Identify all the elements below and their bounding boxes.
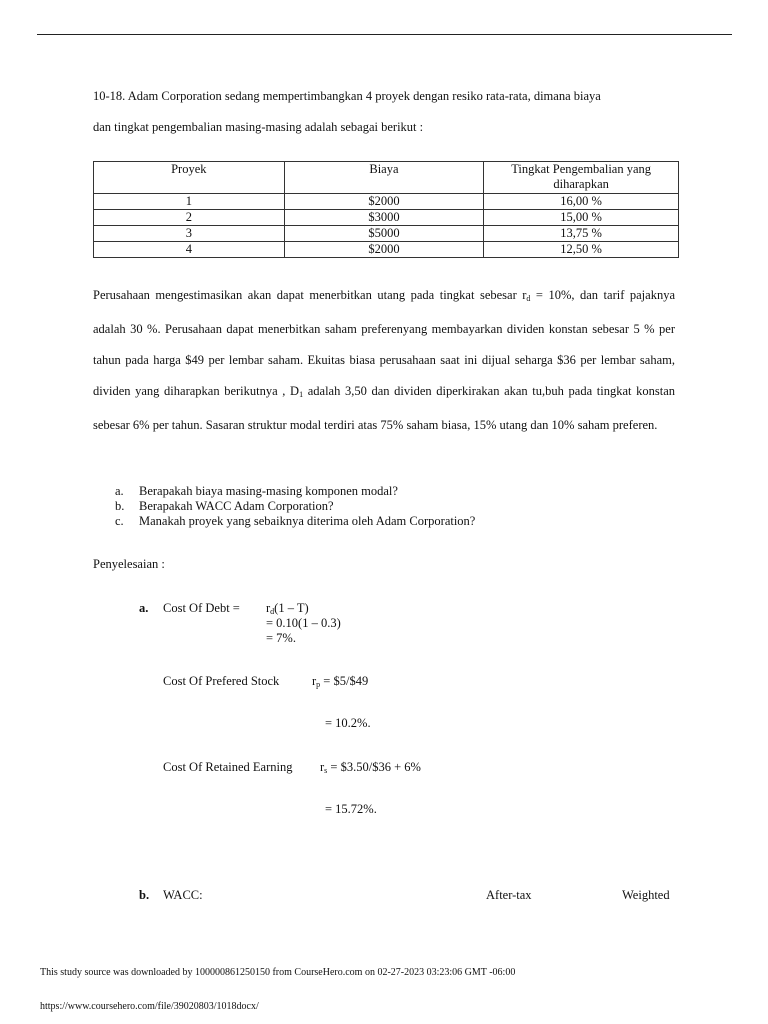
header-rule xyxy=(37,34,732,35)
table-cell: 13,75 % xyxy=(484,226,679,242)
table-cell: 4 xyxy=(94,242,285,258)
after-tax-column-header: After-tax xyxy=(486,888,532,902)
question-item-b: b. Berapakah WACC Adam Corporation? xyxy=(115,499,334,513)
source-url-link[interactable]: https://www.coursehero.com/file/39020803/1018docx/ xyxy=(40,1001,259,1012)
table-cell: 3 xyxy=(94,226,285,242)
question-item-c: c. Manakah proyek yang sebaiknya diterima oleh Adam Corporation? xyxy=(115,514,476,528)
column-header-biaya: Biaya xyxy=(284,162,484,194)
cost-of-debt-line-3: = 7%. xyxy=(266,631,296,645)
table-header-row xyxy=(94,162,679,194)
table-cell: 16,00 % xyxy=(484,194,679,210)
column-header-tingkat: Tingkat Pengembalian yang diharapkan xyxy=(484,162,679,194)
table-cell: 1 xyxy=(94,194,285,210)
cost-of-retained-result: = 15.72%. xyxy=(325,802,377,816)
cost-of-debt-line-1: $r_d(1 - T)$ xyxy=(266,601,309,616)
table-row xyxy=(94,226,679,242)
table-cell: $5000 xyxy=(284,226,484,242)
wacc-label: WACC: xyxy=(163,888,203,902)
part-b-label: b. xyxy=(139,888,150,902)
weighted-column-header: Weighted xyxy=(622,888,670,902)
cost-of-retained-formula: $r_s$ = $3.50/$36 + 6% xyxy=(320,760,421,775)
project-table xyxy=(93,161,679,258)
table-cell: $2000 xyxy=(284,194,484,210)
solution-heading: Penyelesaian : xyxy=(93,557,165,571)
body-text: Perusahaan mengestimasikan akan dapat menerbitkan utang pada tingkat sebesar $r_d = 10\%$, dan tarif pajaknya adalah 30 %. Perusahaan dapat menerbitkan saham preferenyang membayarkan dividen konstan sebesar 5 % per tahun pada harga $49 per lembar saham. Ekuitas biasa perusahaan saat ini dijual seharga $36 per lembar saham, dividen yang diharapkan berikutnya , $D_1$ adalah 3,50 dan dividen diperkirakan akan tu,buh pada tingkat konstan sebesar 6% per tahun. Sasaran struktur modal terdiri atas 75% saham biasa, 15% utang dan 10% saham preferen. xyxy=(93,288,675,432)
download-notice: This study source was downloaded by 100000861250150 from CourseHero.com on 02-27-2023 03:23:06 GMT -06:00 xyxy=(40,967,516,978)
intro-line-2: dan tingkat pengembalian masing-masing adalah sebagai berikut : xyxy=(93,120,424,134)
intro-line-1: 10-18. Adam Corporation sedang mempertimbangkan 4 proyek dengan resiko rata-rata, dimana biaya xyxy=(93,89,601,103)
intro-paragraph xyxy=(93,81,675,143)
table-cell: 15,00 % xyxy=(484,210,679,226)
table-row xyxy=(94,242,679,258)
table-cell: $3000 xyxy=(284,210,484,226)
column-header-proyek: Proyek xyxy=(94,162,285,194)
part-a-label: a. xyxy=(139,601,149,615)
table-row xyxy=(94,210,679,226)
table-cell: $2000 xyxy=(284,242,484,258)
cost-of-retained-label: Cost Of Retained Earning xyxy=(163,760,293,774)
cost-of-debt-line-2: = 0.10(1 – 0.3) xyxy=(266,616,341,630)
table-cell: 12,50 % xyxy=(484,242,679,258)
question-list xyxy=(115,484,475,529)
cost-of-preferred-formula: $r_p$ = $5/$49 xyxy=(312,674,369,689)
table-cell: 2 xyxy=(94,210,285,226)
question-item-a: a. Berapakah biaya masing-masing komponen modal? xyxy=(115,484,398,498)
cost-of-preferred-result: = 10.2%. xyxy=(325,716,371,730)
cost-of-preferred-label: Cost Of Prefered Stock xyxy=(163,674,280,688)
table-row xyxy=(94,194,679,210)
body-paragraph xyxy=(93,280,675,441)
cost-of-debt-label: Cost Of Debt = xyxy=(163,601,240,615)
